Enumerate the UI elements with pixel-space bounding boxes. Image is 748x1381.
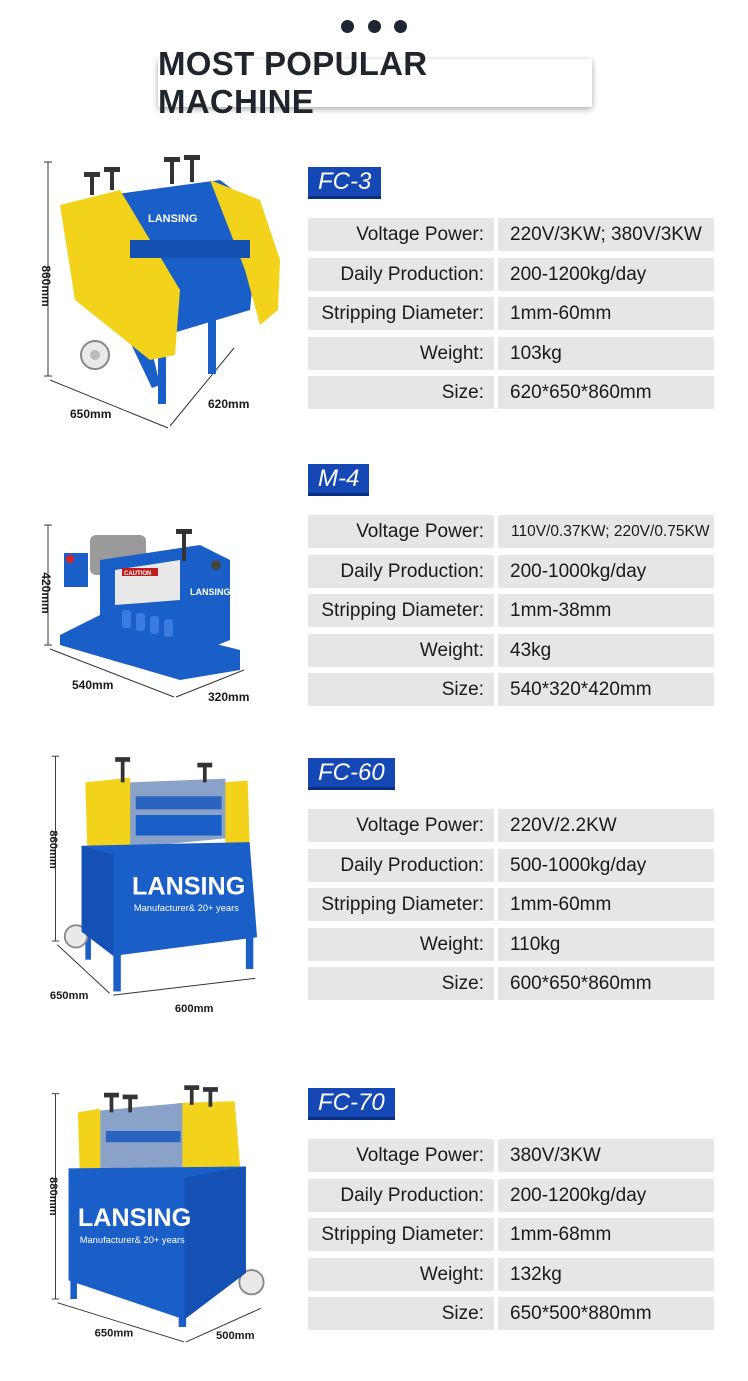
spec-key-voltage: Voltage Power: [308,809,494,842]
spec-row-size [308,376,714,409]
spec-row-weight [308,634,714,667]
spec-val-weight: 132kg [498,1258,714,1291]
dot-3 [394,20,407,33]
dim-height-fc60: 860mm [46,830,59,869]
spec-key-production: Daily Production: [308,555,494,588]
model-name-fc60: FC-60 [318,758,385,786]
spec-row-diameter [308,297,714,330]
spec-key-weight: Weight: [308,1258,494,1291]
spec-key-size: Size: [308,376,494,409]
dim-width-fc70: 500mm [215,1330,255,1343]
pagination-dots [341,20,407,36]
spec-val-diameter: 1mm-60mm [498,297,714,330]
spec-key-voltage: Voltage Power: [308,515,494,548]
caution-label-m4: CAUTION [124,571,152,577]
machine-section-fc60 [0,745,748,1045]
machine-image-fc70 [30,1075,290,1355]
machine-image-fc60 [30,745,290,1025]
spec-key-weight: Weight: [308,928,494,961]
spec-row-size [308,673,714,706]
spec-table-fc60 [308,809,714,1007]
model-name-fc70: FC-70 [318,1088,385,1116]
spec-key-production: Daily Production: [308,849,494,882]
spec-row-voltage [308,1139,714,1172]
spec-row-diameter [308,594,714,627]
spec-val-production: 200-1200kg/day [498,1179,714,1212]
spec-row-weight [308,337,714,370]
spec-val-size: 540*320*420mm [498,673,714,706]
machine-brand-fc60: LANSING [132,872,246,901]
page-title-box [158,45,592,120]
spec-table-m4 [308,515,714,713]
dim-height-fc3: 860mm [39,265,53,307]
spec-val-size: 600*650*860mm [498,967,714,1000]
machine-section-m4 [0,450,748,710]
spec-key-diameter: Stripping Diameter: [308,594,494,627]
spec-row-diameter [308,1218,714,1251]
spec-val-voltage: 220V/3KW; 380V/3KW [498,218,714,251]
spec-row-voltage [308,218,714,251]
model-tag-fc3 [308,167,381,199]
spec-row-weight [308,1258,714,1291]
spec-key-voltage: Voltage Power: [308,218,494,251]
spec-val-diameter: 1mm-60mm [498,888,714,921]
machine-brand-sub-fc70: Manufacturer& 20+ years [79,1235,185,1245]
spec-key-weight: Weight: [308,337,494,370]
dim-height-fc70: 880mm [46,1177,59,1216]
machine-brand-sub-fc60: Manufacturer& 20+ years [133,903,239,914]
spec-key-diameter: Stripping Diameter: [308,1218,494,1251]
model-tag-fc70 [308,1088,395,1120]
spec-row-weight [308,928,714,961]
spec-table-fc3 [308,218,714,416]
machine-image-fc3 [30,150,290,430]
spec-val-diameter: 1mm-68mm [498,1218,714,1251]
dim-depth-m4: 540mm [72,678,114,692]
spec-val-weight: 103kg [498,337,714,370]
model-tag-fc60 [308,758,395,790]
spec-row-production [308,258,714,291]
spec-key-diameter: Stripping Diameter: [308,888,494,921]
model-tag-m4 [308,464,369,496]
spec-val-production: 200-1000kg/day [498,555,714,588]
spec-row-production [308,1179,714,1212]
dim-width-fc3: 620mm [208,397,250,411]
spec-val-weight: 43kg [498,634,714,667]
machine-brand-m4: LANSING [190,587,231,597]
dim-width-fc60: 600mm [174,1002,214,1015]
spec-val-voltage: 220V/2.2KW [498,809,714,842]
spec-row-production [308,555,714,588]
dim-height-m4: 420mm [39,572,53,614]
machine-section-fc3 [0,150,748,440]
spec-key-size: Size: [308,967,494,1000]
spec-val-voltage: 380V/3KW [498,1139,714,1172]
model-name-fc3: FC-3 [318,167,372,195]
dim-depth-fc60: 650mm [49,989,89,1002]
spec-key-weight: Weight: [308,634,494,667]
spec-row-production [308,849,714,882]
spec-row-voltage [308,809,714,842]
spec-key-size: Size: [308,673,494,706]
spec-key-production: Daily Production: [308,258,494,291]
dot-2 [368,20,381,33]
dim-width-m4: 320mm [208,690,250,704]
spec-val-diameter: 1mm-38mm [498,594,714,627]
spec-key-diameter: Stripping Diameter: [308,297,494,330]
model-name-m4: M-4 [318,464,360,492]
spec-val-production: 500-1000kg/day [498,849,714,882]
spec-key-production: Daily Production: [308,1179,494,1212]
spec-table-fc70 [308,1139,714,1337]
page-title: MOST POPULAR MACHINE [158,45,428,120]
spec-key-voltage: Voltage Power: [308,1139,494,1172]
dim-depth-fc70: 650mm [94,1327,134,1340]
spec-val-size: 650*500*880mm [498,1297,714,1330]
machine-section-fc70 [0,1075,748,1375]
machine-brand-fc3: LANSING [148,213,198,225]
spec-row-size [308,1297,714,1330]
spec-val-voltage: 110V/0.37KW; 220V/0.75KW [498,515,714,548]
spec-row-diameter [308,888,714,921]
dot-1 [341,20,354,33]
spec-val-size: 620*650*860mm [498,376,714,409]
machine-brand-fc70: LANSING [77,1204,192,1233]
spec-val-weight: 110kg [498,928,714,961]
spec-row-size [308,967,714,1000]
spec-val-production: 200-1200kg/day [498,258,714,291]
spec-key-size: Size: [308,1297,494,1330]
machine-image-m4 [30,450,290,730]
spec-row-voltage [308,515,714,548]
dim-depth-fc3: 650mm [70,407,112,421]
